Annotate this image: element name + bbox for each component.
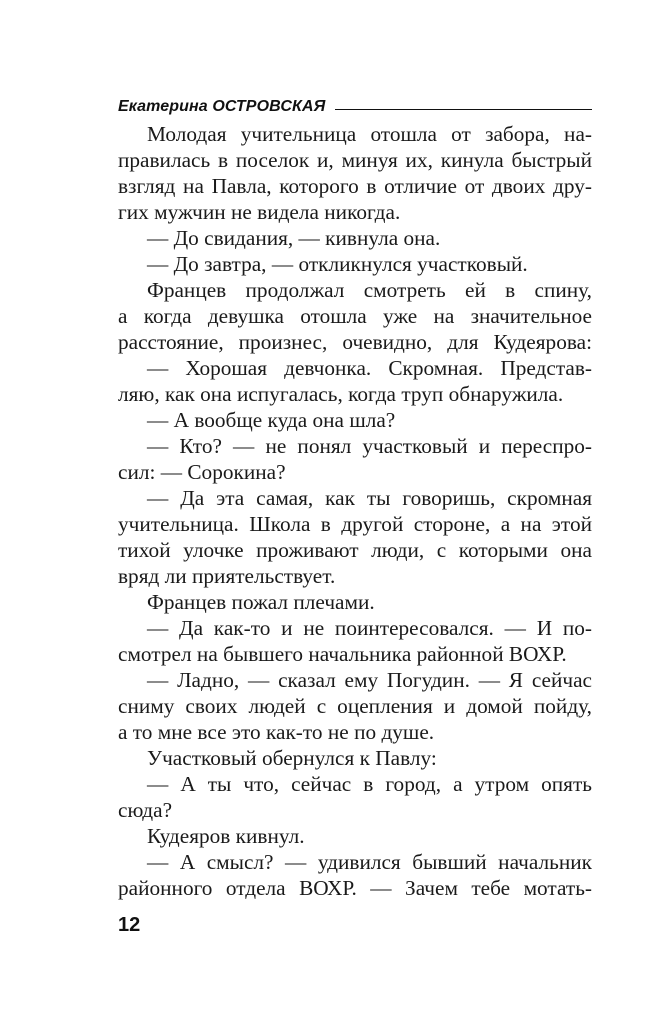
text-line: взгляд на Павла, которого в отличие от двоих дру-	[118, 174, 592, 198]
text-line: — Ладно, — сказал ему Погудин. — Я сейчас	[147, 668, 592, 692]
text-line: — А вообще куда она шла?	[147, 408, 396, 432]
text-line: Молодая учительница отошла от забора, на-	[147, 122, 592, 146]
text-line: районного отдела ВОХР. — Зачем тебе мотать-	[118, 876, 592, 900]
text-line: Кудеяров кивнул.	[147, 824, 305, 848]
text-line: Францев продолжал смотреть ей в спину,	[147, 278, 592, 302]
text-line: гих мужчин не видела никогда.	[118, 200, 401, 224]
text-line: расстояние, произнес, очевидно, для Кудеярова:	[118, 330, 592, 354]
author-name: Екатерина ОСТРОВСКАЯ	[118, 98, 326, 115]
text-line: — А ты что, сейчас в город, а утром опять	[147, 772, 592, 796]
text-line: учительница. Школа в другой стороне, а на этой	[118, 512, 592, 536]
text-line: а то мне все это как-то не по душе.	[118, 720, 435, 744]
text-line: — Хорошая девчонка. Скромная. Представ-	[147, 356, 592, 380]
text-line: — До завтра, — откликнулся участковый.	[147, 252, 528, 276]
text-line: тихой улочке проживают люди, с которыми она	[118, 538, 592, 562]
text-line: вряд ли приятельствует.	[118, 564, 336, 588]
body-text	[118, 121, 592, 901]
text-line: Францев пожал плечами.	[147, 590, 375, 614]
text-line: — А смысл? — удивился бывший начальник	[147, 850, 592, 874]
text-line: — До свидания, — кивнула она.	[147, 226, 441, 250]
text-line: — Да как-то и не поинтересовался. — И по-	[147, 616, 592, 640]
text-line: сюда?	[118, 798, 173, 822]
header-rule	[335, 109, 592, 110]
text-line: смотрел на бывшего начальника районной ВОХР.	[118, 642, 567, 666]
text-line: правилась в поселок и, минуя их, кинула быстрый	[118, 148, 592, 172]
text-line: — Да эта самая, как ты говоришь, скромная	[147, 486, 592, 510]
running-head	[118, 91, 592, 115]
text-line: сниму своих людей с оцепления и домой пойду,	[118, 694, 592, 718]
text-line: — Кто? — не понял участковый и переспро-	[147, 434, 592, 458]
text-line: Участковый обернулся к Павлу:	[147, 746, 437, 770]
text-line: ляю, как она испугалась, когда труп обнаружила.	[118, 382, 564, 406]
page-number: 12	[118, 914, 141, 936]
text-line: сил: — Сорокина?	[118, 460, 286, 484]
text-line: а когда девушка отошла уже на значительное	[118, 304, 592, 328]
